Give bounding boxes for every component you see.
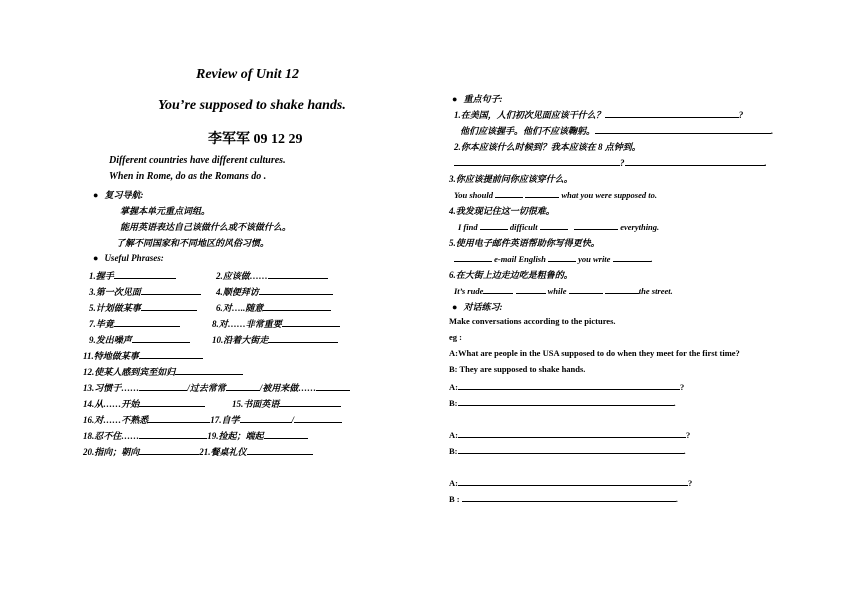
sentence-3-english: You should what you were supposed to. [454, 190, 657, 200]
phrase-item: 5.计划做某事 [89, 301, 197, 314]
dialog-a-line: A: ? [449, 430, 691, 440]
bullet-icon: ● [452, 302, 458, 312]
phrase-item: 4.顺便拜访 [216, 285, 333, 298]
phrase-item: 8.对……非常重要 [212, 317, 340, 330]
page-subtitle: You’re supposed to shake hands. [158, 98, 346, 113]
phrase-item: 2.应该做…… [216, 269, 328, 282]
author-line: 李军军 09 12 29 [208, 132, 303, 147]
dialog-heading: ● 对话练习: [452, 302, 503, 312]
phrase-item: 15.书面英语 [232, 397, 341, 410]
motto-line-1: Different countries have different cultures. [109, 155, 286, 166]
phrase-item: 1.握手 [89, 269, 176, 282]
phrase-item: 18.忍不住…… 19.捡起；端起 [83, 429, 308, 442]
sentence-1-question: 1.在美国，人们初次见面应该干什么？ ? [454, 110, 744, 120]
example-question: A:What are people in the USA supposed to do when they meet for the first time? [449, 348, 740, 358]
page-title: Review of Unit 12 [196, 67, 300, 82]
phrase-item: 13.习惯于…… /过去常常 /被用来做…… [83, 381, 350, 394]
nav-heading: ● 复习导航: [93, 190, 144, 200]
example-label: eg : [449, 332, 462, 342]
phrases-heading: ● Useful Phrases: [93, 253, 164, 263]
dialog-instruction: Make conversations according to the pictures. [449, 316, 616, 326]
dialog-a-line: A: ? [449, 382, 685, 392]
phrase-item: 3.第一次见面 [89, 285, 201, 298]
nav-item: 了解不同国家和不同地区的风俗习惯。 [116, 238, 270, 248]
phrase-item: 20.指向；朝向 21.餐桌礼仪 [83, 445, 313, 458]
phrase-item: 10.沿着大街走 [212, 333, 338, 346]
sentence-2-question: 2.你本应该什么时候到？我本应该在 8 点钟到。 [454, 142, 641, 152]
phrase-item: 7.毕竟 [89, 317, 180, 330]
bullet-icon: ● [93, 253, 99, 263]
phrase-item: 9.发出噪声 [89, 333, 190, 346]
dialog-b-line: B : . [449, 494, 678, 504]
phrase-item: 11.特地做某事 [83, 349, 203, 362]
example-answer: B: They are supposed to shake hands. [449, 364, 586, 374]
bullet-icon: ● [93, 190, 99, 200]
phrase-item: 16.对……不熟悉 17.自学 / [83, 413, 342, 426]
sentence-4: 4.我发现记住这一切很难。 [449, 206, 555, 216]
sentence-5: 5.使用电子邮件英语帮助你写得更快。 [449, 238, 600, 248]
sentence-6: 6.在大街上边走边吃是粗鲁的。 [449, 270, 573, 280]
motto-line-2: When in Rome, do as the Romans do . [109, 171, 267, 182]
nav-item: 能用英语表达自己该做什么或不该做什么。 [120, 222, 292, 232]
sentence-2-blanks: ? . [454, 156, 767, 168]
sentence-3: 3.你应该提前问你应该穿什么。 [449, 174, 573, 184]
nav-item: 掌握本单元重点词组。 [120, 206, 211, 216]
dialog-a-line: A: ? [449, 478, 693, 488]
sentence-6-english: It’s rude while the street. [454, 286, 673, 296]
bullet-icon: ● [452, 94, 458, 104]
phrase-item: 6.对…..随意 [216, 301, 331, 314]
sentence-1-answer: 他们应该握手。他们不应该鞠躬。 . [460, 126, 774, 136]
key-sentences-heading: ● 重点句子: [452, 94, 503, 104]
sentence-5-english: e-mail English you write . [454, 252, 653, 264]
dialog-b-line: B: . [449, 398, 676, 408]
phrase-item: 12.使某人感到宾至如归 [83, 365, 243, 378]
dialog-b-line: B: . [449, 446, 686, 456]
sentence-4-english: I find difficult everything. [458, 222, 660, 232]
phrase-item: 14.从……开始 [83, 397, 205, 410]
